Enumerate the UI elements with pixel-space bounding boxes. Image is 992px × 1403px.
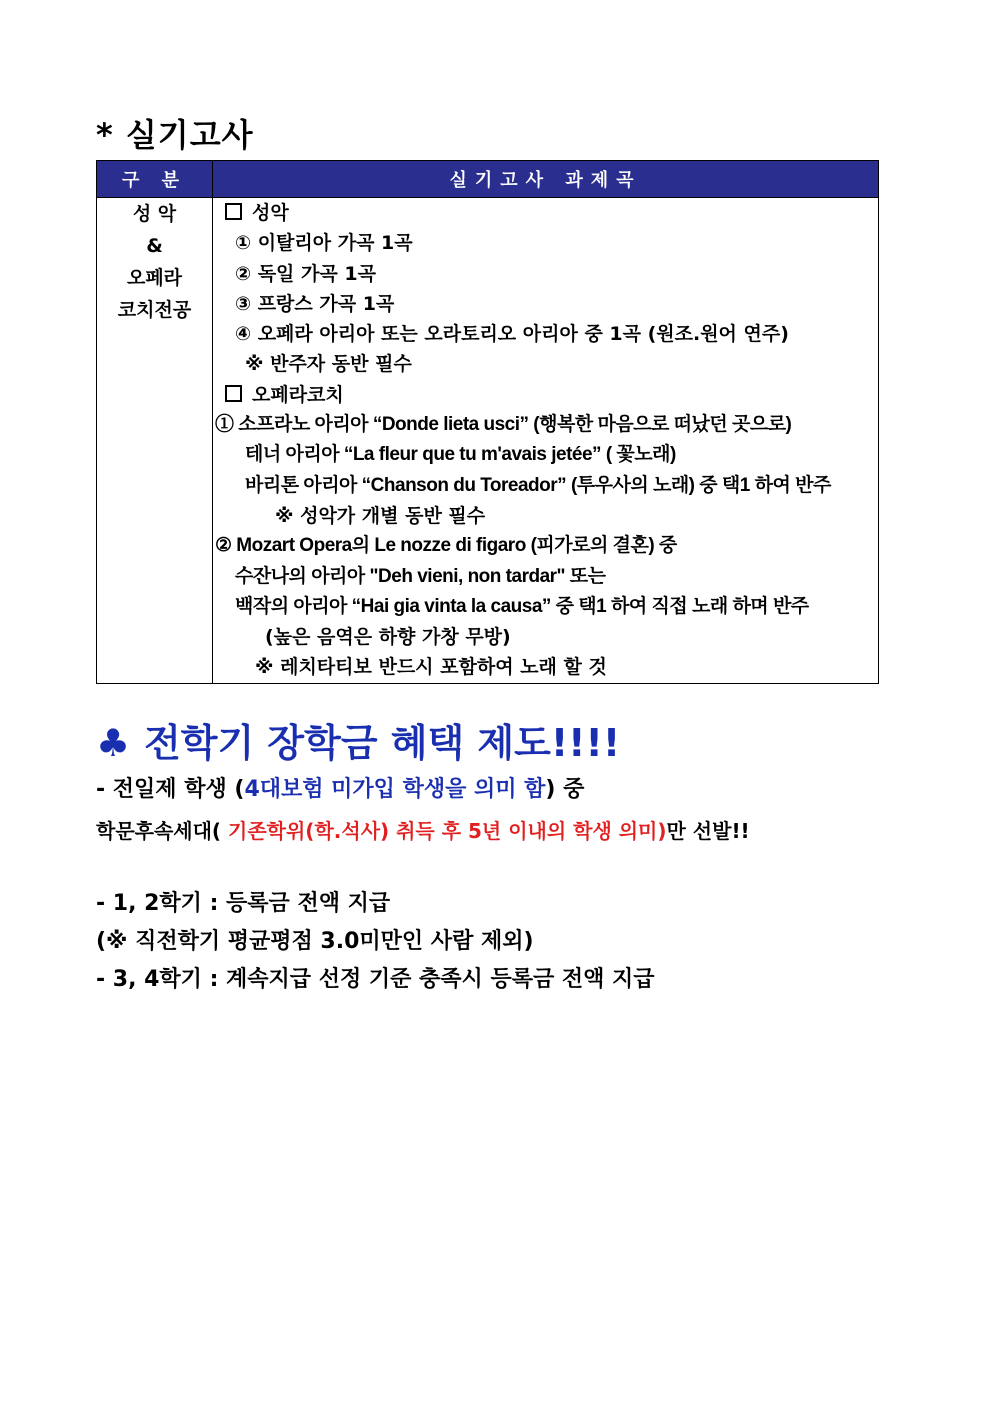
- header-category: 구 분: [97, 161, 213, 198]
- category-line: 코치전공: [117, 299, 192, 321]
- list-item: ③ 프랑스 가곡 1곡: [235, 292, 395, 315]
- list-item: 성악: [213, 198, 878, 228]
- header-content: 실기고사 과제곡: [213, 161, 879, 198]
- checkbox-square-icon: [225, 385, 242, 402]
- list-item: ① 소프라노 아리아 “Donde lieta usci” (행복한 마음으로 떠났던 곳으로): [215, 414, 792, 436]
- club-icon: ♣: [96, 721, 131, 765]
- category-line: &: [146, 235, 163, 257]
- list-item: 백작의 아리아 “Hai gia vinta la causa” 중 택1 하여 직접 노래 하며 반주: [235, 595, 809, 617]
- selection-line: 학문후속세대( 기존학위(학.석사) 취득 후 5년 이내의 학생 의미)만 선발!!: [96, 819, 750, 843]
- list-item: 테너 아리아 “La fleur que tu m'avais jetée” ( 꽃노래): [245, 444, 676, 466]
- eligibility-line: - 전일제 학생 (4대보험 미가입 학생을 의미 함) 중: [96, 777, 585, 802]
- list-item: ※ 레치타티보 반드시 포함하여 노래 할 것: [255, 656, 607, 679]
- checkbox-square-icon: [225, 203, 242, 220]
- content-cell: [213, 198, 879, 684]
- benefit-item-1-note: (※ 직전학기 평균평점 3.0미만인 사람 제외): [96, 929, 534, 954]
- list-item: 오페라코치: [213, 380, 878, 410]
- list-item: 바리톤 아리아 “Chanson du Toreador” (투우사의 노래) 중 택1 하여 반주: [245, 474, 831, 496]
- benefit-item-1: - 1, 2학기 : 등록금 전액 지급: [96, 891, 391, 916]
- category-cell: [97, 198, 213, 684]
- category-line: 오페라: [126, 267, 183, 289]
- benefit-item-2: - 3, 4학기 : 계속지급 선정 기준 충족시 등록금 전액 지급: [96, 967, 655, 992]
- list-item: ※ 반주자 동반 필수: [245, 353, 412, 376]
- list-item: ② 독일 가곡 1곡: [235, 262, 376, 285]
- list-item: ② Mozart Opera의 Le nozze di figaro (피가로의 결혼) 중: [215, 535, 677, 557]
- table-row: [97, 198, 879, 684]
- list-item: 수잔나의 아리아 "Deh vieni, non tardar" 또는: [235, 565, 606, 587]
- list-item: (높은 음역은 하향 가창 무방): [265, 626, 511, 649]
- table-header-row: [97, 161, 879, 198]
- exam-table: [96, 160, 879, 684]
- category-line: 성 악: [132, 203, 177, 225]
- list-item: ① 이탈리아 가곡 1곡: [235, 232, 413, 255]
- list-item: ※ 성악가 개별 동반 필수: [275, 504, 486, 527]
- section-title: * 실기고사: [96, 116, 254, 154]
- scholarship-title: ♣ 전학기 장학금 혜택 제도!!!!: [96, 721, 621, 765]
- list-item: ④ 오페라 아리아 또는 오라토리오 아리아 중 1곡 (원조.원어 연주): [235, 323, 789, 346]
